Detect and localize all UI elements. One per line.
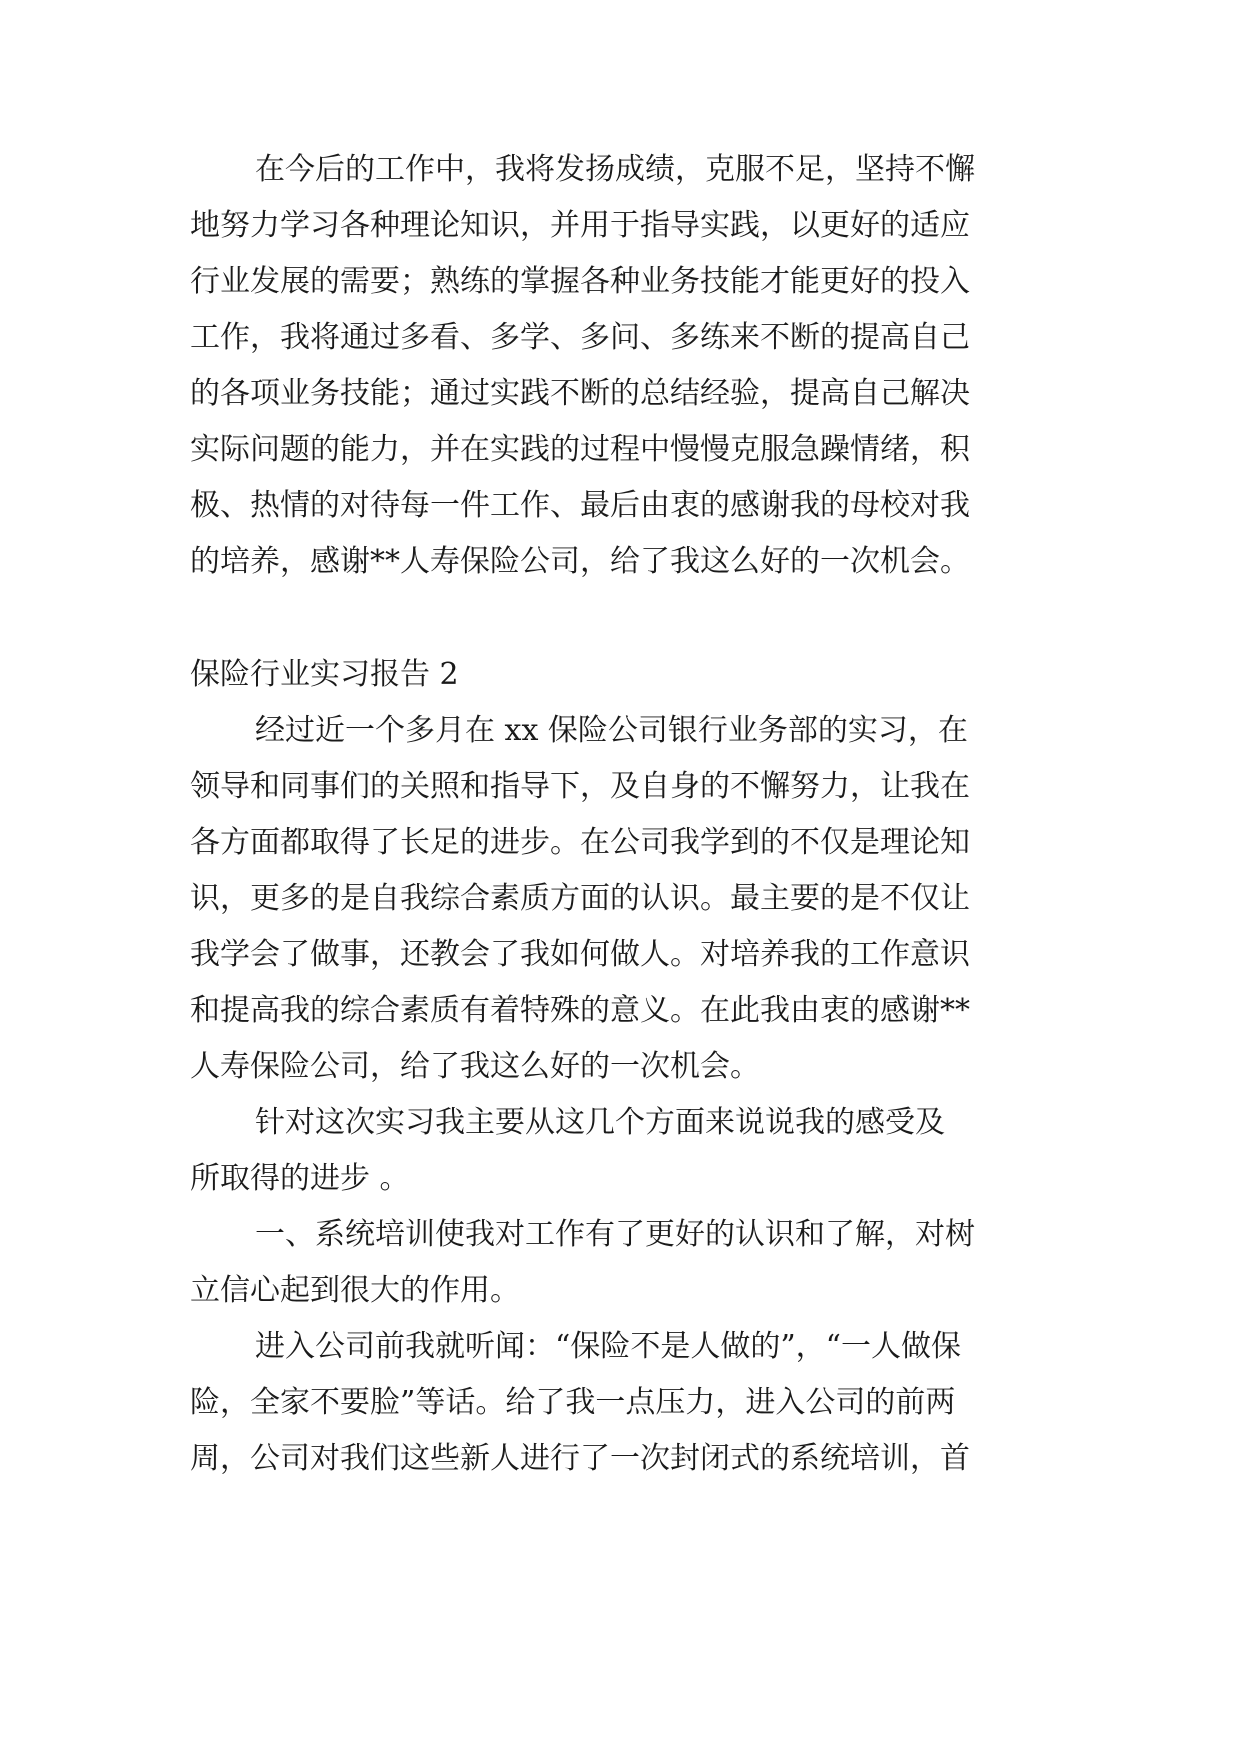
paragraph-line: 极、热情的对待每一件工作、最后由衷的感谢我的母校对我: [190, 488, 970, 523]
paragraph-line: 针对这次实习我主要从这几个方面来说说我的感受及: [255, 1105, 945, 1140]
paragraph-line: 一、系统培训使我对工作有了更好的认识和了解，对树: [255, 1217, 975, 1252]
paragraph-line: 我学会了做事，还教会了我如何做人。对培养我的工作意识: [190, 937, 970, 972]
paragraph-line: 和提高我的综合素质有着特殊的意义。在此我由衷的感谢**: [190, 993, 970, 1028]
paragraph-line: 在今后的工作中，我将发扬成绩，克服不足，坚持不懈: [255, 152, 975, 187]
paragraph-line: 领导和同事们的关照和指导下，及自身的不懈努力，让我在: [190, 769, 970, 804]
paragraph-line: 识，更多的是自我综合素质方面的认识。最主要的是不仅让: [190, 881, 970, 916]
paragraph-line: 的各项业务技能；通过实践不断的总结经验，提高自己解决: [190, 376, 970, 411]
paragraph-line: 经过近一个多月在 xx 保险公司银行业务部的实习，在: [255, 713, 968, 748]
paragraph-line: 进入公司前我就听闻：“保险不是人做的”，“一人做保: [255, 1329, 962, 1364]
paragraph-line: 险，全家不要脸”等话。给了我一点压力，进入公司的前两: [190, 1385, 956, 1420]
paragraph-line: 立信心起到很大的作用。: [190, 1273, 520, 1308]
paragraph-line: 周，公司对我们这些新人进行了一次封闭式的系统培训，首: [190, 1441, 970, 1476]
paragraph-line: 地努力学习各种理论知识，并用于指导实践，以更好的适应: [190, 208, 970, 243]
paragraph-line: 实际问题的能力，并在实践的过程中慢慢克服急躁情绪，积: [190, 432, 970, 467]
paragraph-line: 各方面都取得了长足的进步。在公司我学到的不仅是理论知: [190, 825, 970, 860]
paragraph-line: 人寿保险公司，给了我这么好的一次机会。: [190, 1049, 760, 1084]
section-heading: 保险行业实习报告 2: [190, 657, 459, 692]
paragraph-line: 行业发展的需要；熟练的掌握各种业务技能才能更好的投入: [190, 264, 970, 299]
paragraph-line: 工作，我将通过多看、多学、多问、多练来不断的提高自己: [190, 320, 970, 355]
paragraph-line: 的培养，感谢**人寿保险公司，给了我这么好的一次机会。: [190, 544, 970, 579]
paragraph-line: 所取得的进步 。: [190, 1161, 410, 1196]
